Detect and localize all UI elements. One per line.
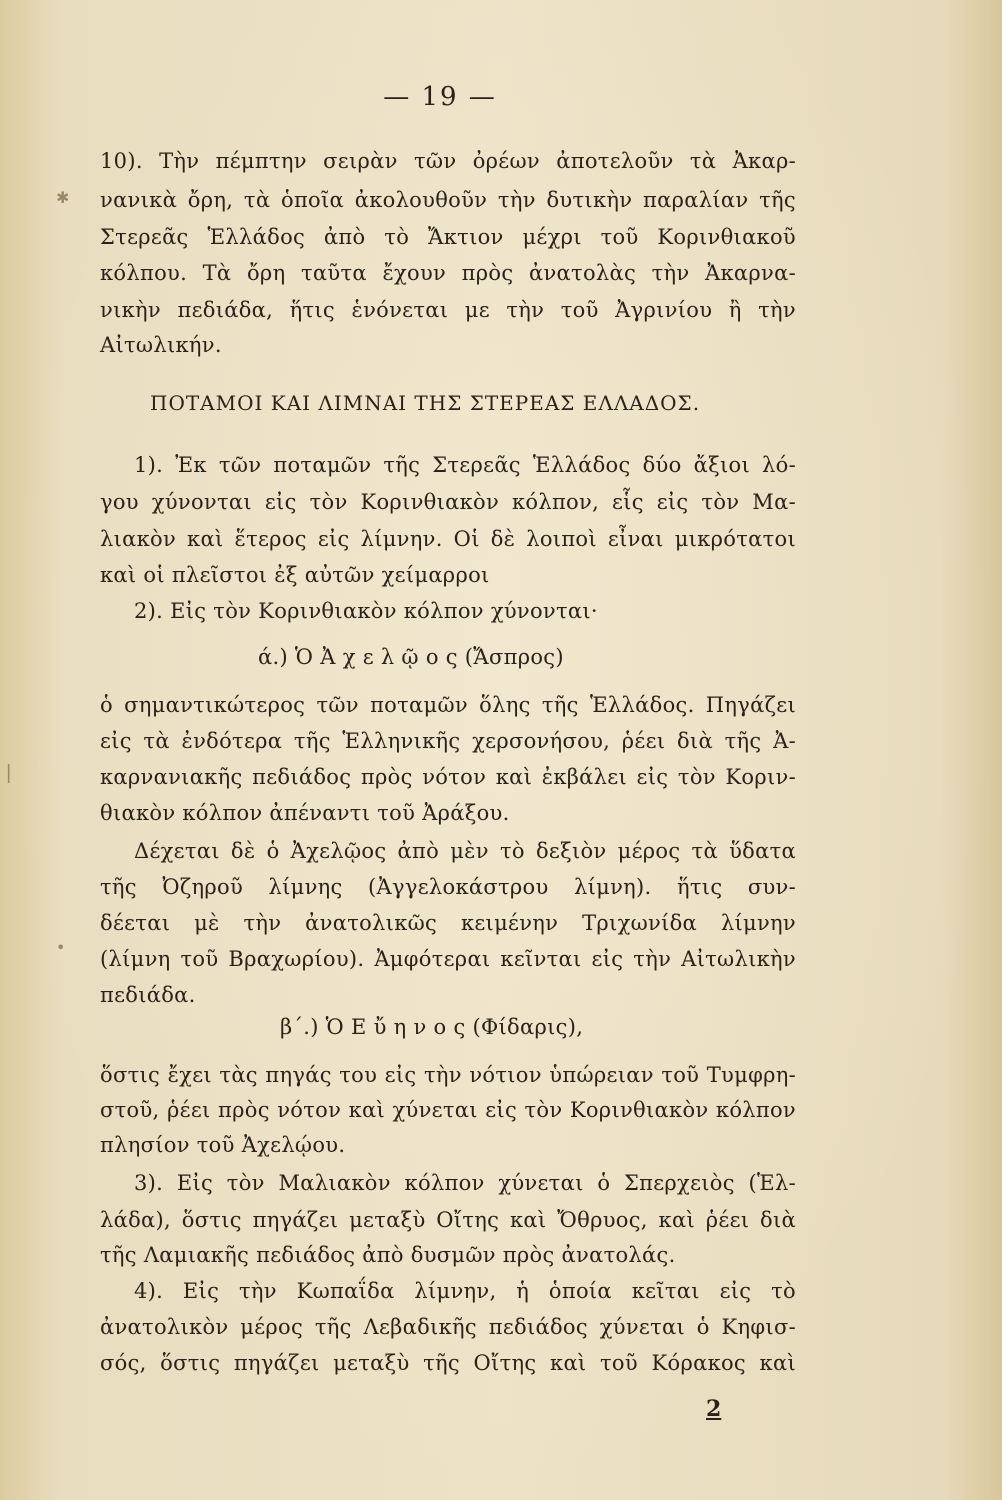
text-line: (λίμνη τοῦ Βραχωρίου). Ἀμφότεραι κεῖνται εἰς τὴν Αἰτωλικὴν [100, 947, 796, 971]
text-line: πεδιάδα. [100, 983, 196, 1007]
catchword: 2 [706, 1396, 722, 1422]
text-line: θιακὸν κόλπον ἀπέναντι τοῦ Ἀράξου. [100, 801, 510, 825]
text-line: 10). Τὴν πέμπτην σειρὰν τῶν ὀρέων ἀποτελοῦν τὰ Ἀκαρ- [100, 149, 796, 173]
text-line: στοῦ, ῥέει πρὸς νότον καὶ χύνεται εἰς τὸν Κορινθιακὸν κόλπον [100, 1098, 796, 1122]
text-line: 1). Ἐκ τῶν ποταμῶν τῆς Στερεᾶς Ἑλλάδος δύο ἄξιοι λό- [134, 453, 796, 477]
text-line: τῆς Ὀζηροῦ λίμνης (Ἀγγελοκάστρου λίμνη). ἥτις συν- [100, 875, 796, 899]
text-line: ἀνατολικὸν μέρος τῆς Λεβαδικῆς πεδιάδος χύνεται ὁ Κηφισ- [100, 1315, 796, 1339]
text-line: δέεται μὲ τὴν ἀνατολικῶς κειμένην Τριχωνίδα λίμνην [100, 911, 796, 935]
text-line: κόλπου. Τὰ ὄρη ταῦτα ἔχουν πρὸς ἀνατολὰς τὴν Ἀκαρνα- [100, 261, 796, 285]
margin-mark: ▏ [8, 764, 21, 783]
text-line: Δέχεται δὲ ὁ Ἀχελῷος ἀπὸ μὲν τὸ δεξιὸν μέρος τὰ ὕδατα [134, 839, 796, 863]
text-line: Αἰτωλικήν. [100, 333, 222, 357]
margin-mark: • [56, 938, 66, 957]
river-title-acheloos: ά.) Ὁ Ἀ χ ε λ ῷ ο ς (Ἄσπρος) [258, 645, 564, 669]
text-line: σός, ὅστις πηγάζει μεταξὺ τῆς Οἴτης καὶ τοῦ Κόρακος καὶ [100, 1351, 796, 1375]
text-line: νανικὰ ὄρη, τὰ ὁποῖα ἀκολουθοῦν τὴν δυτικὴν παραλίαν τῆς [100, 188, 796, 212]
text-line: τῆς Λαμιακῆς πεδιάδος ἀπὸ δυσμῶν πρὸς ἀνατολάς. [100, 1243, 676, 1267]
text-line: ὅστις ἔχει τὰς πηγάς του εἰς τὴν νότιον ὑπώρειαν τοῦ Τυμφρη- [100, 1063, 796, 1087]
text-line: γου χύνονται εἰς τὸν Κορινθιακὸν κόλπον, εἷς εἰς τὸν Μα- [100, 490, 796, 514]
text-line: καρνανιακῆς πεδιάδος πρὸς νότον καὶ ἐκβάλει εἰς τὸν Κοριν- [100, 765, 796, 789]
section-heading: ΠΟΤΑΜΟΙ ΚΑΙ ΛΙΜΝΑΙ ΤΗΣ ΣΤΕΡΕΑΣ ΕΛΛΑΔΟΣ. [150, 391, 701, 415]
text-line: 4). Εἰς τὴν Κωπαΐδα λίμνην, ἡ ὁποία κεῖται εἰς τὸ [134, 1279, 796, 1303]
text-line: 2). Εἰς τὸν Κορινθιακὸν κόλπον χύνονται· [134, 599, 598, 623]
text-line: Στερεᾶς Ἑλλάδος ἀπὸ τὸ Ἄκτιον μέχρι τοῦ Κορινθιακοῦ [100, 225, 796, 249]
text-line: λάδα), ὅστις πηγάζει μεταξὺ Οἴτης καὶ Ὄθρυος, καὶ ῥέει διὰ [100, 1208, 796, 1232]
text-line: εἰς τὰ ἐνδότερα τῆς Ἑλληνικῆς χερσονήσου, ῥέει διὰ τῆς Ἀ- [100, 729, 796, 753]
page-number: — 19 — [383, 82, 497, 112]
text-line: πλησίον τοῦ Ἀχελῴου. [100, 1133, 346, 1157]
margin-mark: ✱ [56, 188, 70, 207]
text-line: λιακὸν καὶ ἕτερος εἰς λίμνην. Οἱ δὲ λοιποὶ εἶναι μικρότατοι [100, 527, 796, 551]
text-line: καὶ οἱ πλεῖστοι ἐξ αὐτῶν χείμαρροι [100, 563, 490, 587]
text-line: ὁ σημαντικώτερος τῶν ποταμῶν ὅλης τῆς Ἑλλάδος. Πηγάζει [100, 693, 796, 717]
river-title-evinos: β΄.) Ὁ Ε ὔ η ν ο ς (Φίδαρις), [280, 1015, 584, 1039]
text-line: νικὴν πεδιάδα, ἥτις ἑνόνεται με τὴν τοῦ Ἀγρινίου ἢ τὴν [100, 298, 796, 322]
text-line: 3). Εἰς τὸν Μαλιακὸν κόλπον χύνεται ὁ Σπερχειὸς (Ἑλ- [134, 1171, 796, 1195]
